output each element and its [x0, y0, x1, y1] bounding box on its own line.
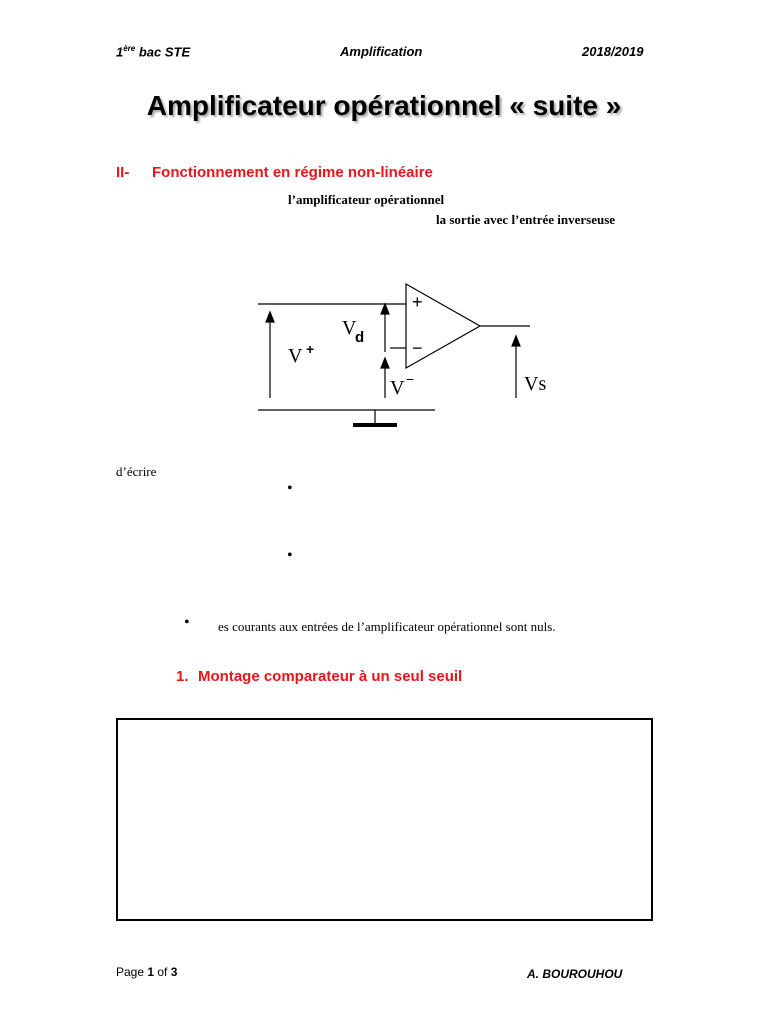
- header-subject: Amplification: [340, 44, 423, 59]
- vminus-label-sup: −: [406, 371, 415, 387]
- intro-line-2: la sortie avec l’entrée inverseuse: [436, 212, 616, 227]
- decrire-text: d’écrire: [116, 464, 157, 479]
- vplus-arrow: [266, 312, 274, 322]
- header-year: 2018/2019: [582, 44, 644, 59]
- vs-label: Vs: [524, 373, 547, 395]
- bullet-3-text: es courants aux entrées de l’amplificateur opérationnel sont nuls.: [218, 619, 556, 634]
- subsection-number: 1.: [176, 668, 189, 685]
- section-number: II-: [116, 164, 130, 181]
- minus-sign: −: [412, 338, 423, 358]
- vplus-label-v: V: [288, 345, 303, 367]
- vminus-label-v: V: [390, 377, 405, 399]
- vd-arrow: [381, 304, 389, 314]
- bullet-3: •: [184, 614, 190, 631]
- vminus-arrow: [381, 358, 389, 368]
- bullet-1: •: [287, 480, 293, 497]
- section-title: Fonctionnement en régime non-linéaire: [152, 164, 433, 181]
- vd-label-sub: d: [355, 329, 365, 346]
- subsection-title: Montage comparateur à un seul seuil: [198, 668, 463, 685]
- op-amp-diagram: [240, 270, 550, 440]
- ground-symbol: [353, 423, 397, 427]
- footer-page-number: Page 1 of 3: [116, 965, 178, 979]
- vd-label-v: V: [342, 317, 357, 339]
- intro-line-1: l’amplificateur opérationnel: [288, 192, 445, 207]
- header-class-label: 1ère bac STE: [116, 44, 191, 60]
- footer-author: A. BOUROUHOU: [527, 967, 623, 981]
- plus-sign: +: [412, 292, 423, 312]
- vplus-label-sup: +: [306, 341, 315, 357]
- page-title: Amplificateur opérationnel « suite »: [146, 90, 622, 121]
- answer-box: [116, 718, 653, 921]
- bullet-2: •: [287, 547, 293, 564]
- vs-arrow: [512, 336, 520, 346]
